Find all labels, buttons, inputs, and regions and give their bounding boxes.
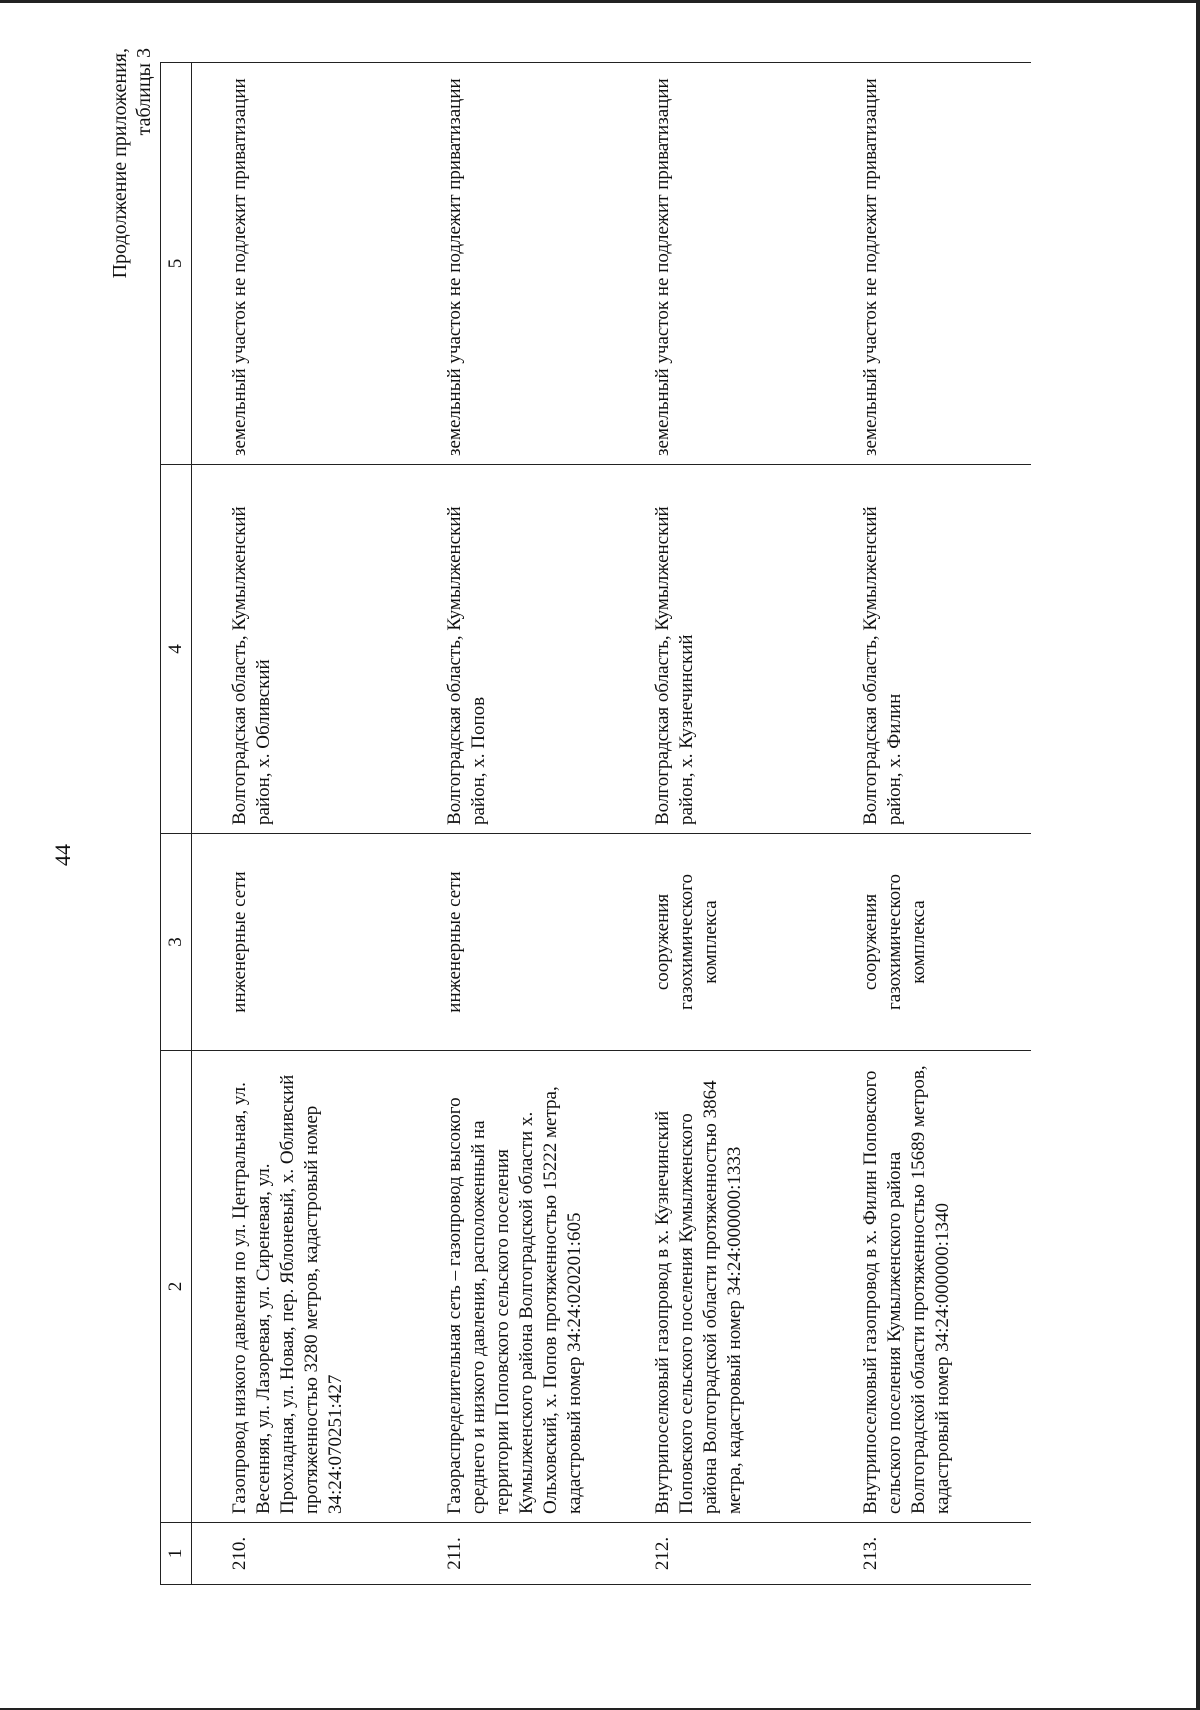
page-number: 44 [50, 844, 75, 866]
row-object-type: инженерные сети [415, 834, 623, 1051]
continuation-note [108, 48, 156, 278]
header-col-1: 1 [161, 1523, 192, 1585]
row-description: Газопровод низкого давления по ул. Центральная, ул. Весенняя, ул. Лазоревая, ул. Сиреневая, ул. Прохладная, ул. Новая, пер. Яблоневый, х. Обливский протяженностью 3280 метров, кадастровый номер 34:24:070251:427 [192, 1051, 416, 1523]
table-header-row [161, 63, 192, 1585]
row-location: Волгоградская область, Кумылженский район, х. Филин [831, 465, 1031, 834]
table-row [623, 63, 831, 1585]
row-note: земельный участок не подлежит приватизации [192, 63, 416, 465]
row-object-type: инженерные сети [192, 834, 416, 1051]
row-object-type: сооружения газохимического комплекса [623, 834, 831, 1051]
row-location: Волгоградская область, Кумылженский район, х. Обливский [192, 465, 416, 834]
table-row [415, 63, 623, 1585]
continuation-line-1: Продолжение приложения, [109, 48, 131, 279]
row-location: Волгоградская область, Кумылженский район, х. Кузнечинский [623, 465, 831, 834]
row-location: Волгоградская область, Кумылженский район, х. Попов [415, 465, 623, 834]
row-description: Газораспределительная сеть – газопровод высокого среднего и низкого давления, расположенный на территории Поповского сельского поселения Кумылженского района Волгоградской области х. Ольховский, х. Попов протяженностью 15222 метра, кадастровый номер 34:24:020201:605 [415, 1051, 623, 1523]
header-col-2: 2 [161, 1051, 192, 1523]
row-object-type: сооружения газохимического комплекса [831, 834, 1031, 1051]
continuation-line-2: таблицы 3 [133, 48, 155, 136]
header-col-3: 3 [161, 834, 192, 1051]
row-note: земельный участок не подлежит приватизации [831, 63, 1031, 465]
table-row [831, 63, 1031, 1585]
row-note: земельный участок не подлежит приватизации [623, 63, 831, 465]
row-description: Внутрипоселковый газопровод в х. Филин Поповского сельского поселения Кумылженского района Волгоградской области протяженностью 15689 метров, кадастровый номер 34:24:000000:1340 [831, 1051, 1031, 1523]
row-number: 211. [415, 1523, 623, 1585]
row-number: 210. [192, 1523, 416, 1585]
row-number: 212. [623, 1523, 831, 1585]
header-col-4: 4 [161, 465, 192, 834]
header-col-5: 5 [161, 63, 192, 465]
row-number: 213. [831, 1523, 1031, 1585]
row-note: земельный участок не подлежит приватизации [415, 63, 623, 465]
table-row [192, 63, 416, 1585]
property-table [160, 62, 1031, 1585]
row-description: Внутрипоселковый газопровод в х. Кузнечинский Поповского сельского поселения Кумылженского района Волгоградской области протяженностью 3864 метра, кадастровый номер 34:24:000000:1333 [623, 1051, 831, 1523]
